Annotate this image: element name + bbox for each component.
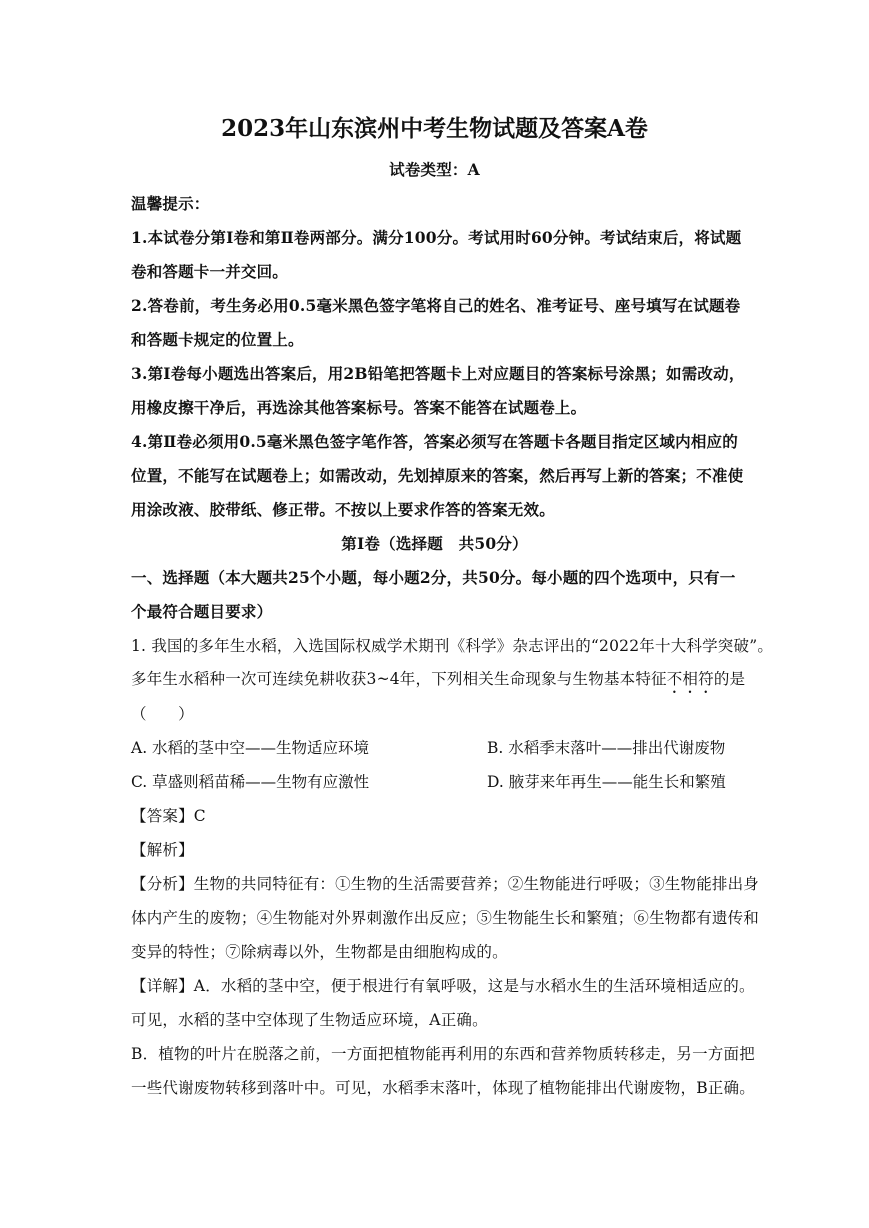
- answer-line: 【答案】C: [131, 807, 206, 825]
- page-title: 2023年山东滨州中考生物试题及答案A卷: [221, 115, 648, 142]
- notice-line: 卷和答题卡一并交回。: [131, 262, 289, 281]
- detail-line: 【详解】A．水稻的茎中空，便于根进行有氧呼吸，这是与水稻水生的生活环境相适应的。: [131, 977, 755, 995]
- option-a: A. 水稻的茎中空——生物适应环境: [131, 739, 370, 757]
- option-d: D. 腋芽来年再生——能生长和繁殖: [487, 773, 726, 791]
- notice-line: 用橡皮擦干净后，再选涂其他答案标号。答案不能答在试题卷上。: [131, 398, 587, 417]
- detail-line: B．植物的叶片在脱落之前，一方面把植物能再利用的东西和营养物质转移走，另一方面把: [131, 1045, 755, 1063]
- section-instruction: 个最符合题目要求）: [131, 602, 273, 621]
- notice-line: 和答题卡规定的位置上。: [131, 330, 304, 349]
- question-stem: 1. 我国的多年生水稻，入选国际权威学术期刊《科学》杂志评出的“2022年十大科学突破”。: [131, 637, 774, 655]
- section-heading: 第Ⅰ卷（选择题 共50分）: [341, 534, 528, 553]
- section-instruction: 一、选择题（本大题共25个小题，每小题2分，共50分。每小题的四个选项中，只有一: [131, 568, 736, 587]
- notice-line: 4.第Ⅱ卷必须用0.5毫米黑色签字笔作答，答案必须写在答题卡各题目指定区域内相应的: [131, 432, 738, 451]
- notice-line: 位置，不能写在试题卷上；如需改动，先划掉原来的答案，然后再写上新的答案；不准使: [131, 466, 744, 485]
- analysis-label: 【解析】: [131, 841, 194, 859]
- emphasized-text: 不相符: [666, 670, 714, 688]
- option-c: C. 草盛则稻苗稀——生物有应激性: [131, 773, 370, 791]
- analysis-line: 变异的特性；⑦除病毒以外，生物都是由细胞构成的。: [131, 943, 508, 961]
- stem-text: 的是: [713, 670, 746, 688]
- notice-line: 用涂改液、胶带纸、修正带。不按以上要求作答的答案无效。: [131, 500, 555, 519]
- notice-line: 2.答卷前，考生务必用0.5毫米黑色签字笔将自己的姓名、准考证号、座号填写在试题卷: [131, 296, 741, 315]
- detail-line: 一些代谢废物转移到落叶中。可见，水稻季末落叶，体现了植物能排出代谢废物，B正确。: [131, 1079, 755, 1097]
- answer-blank: （ ）: [131, 705, 194, 723]
- paper-type: 试卷类型：A: [389, 160, 480, 179]
- question-stem: [131, 669, 751, 697]
- analysis-line: 体内产生的废物；④生物能对外界刺激作出反应；⑤生物能生长和繁殖；⑥生物都有遗传和: [131, 909, 760, 927]
- option-b: B. 水稻季末落叶——排出代谢废物: [487, 739, 726, 757]
- notice-line: 1.本试卷分第Ⅰ卷和第Ⅱ卷两部分。满分100分。考试用时60分钟。考试结束后，将试题: [131, 228, 742, 247]
- stem-text: 多年生水稻种一次可连续免耕收获3~4年，下列相关生命现象与生物基本特征: [131, 670, 667, 688]
- detail-line: 可见，水稻的茎中空体现了生物适应环境，A正确。: [131, 1011, 488, 1029]
- notice-line: 3.第Ⅰ卷每小题选出答案后，用2B铅笔把答题卡上对应题目的答案标号涂黑；如需改动，: [131, 364, 745, 383]
- analysis-line: 【分析】生物的共同特征有：①生物的生活需要营养；②生物能进行呼吸；③生物能排出身: [131, 875, 760, 893]
- notice-heading: 温馨提示：: [131, 194, 210, 213]
